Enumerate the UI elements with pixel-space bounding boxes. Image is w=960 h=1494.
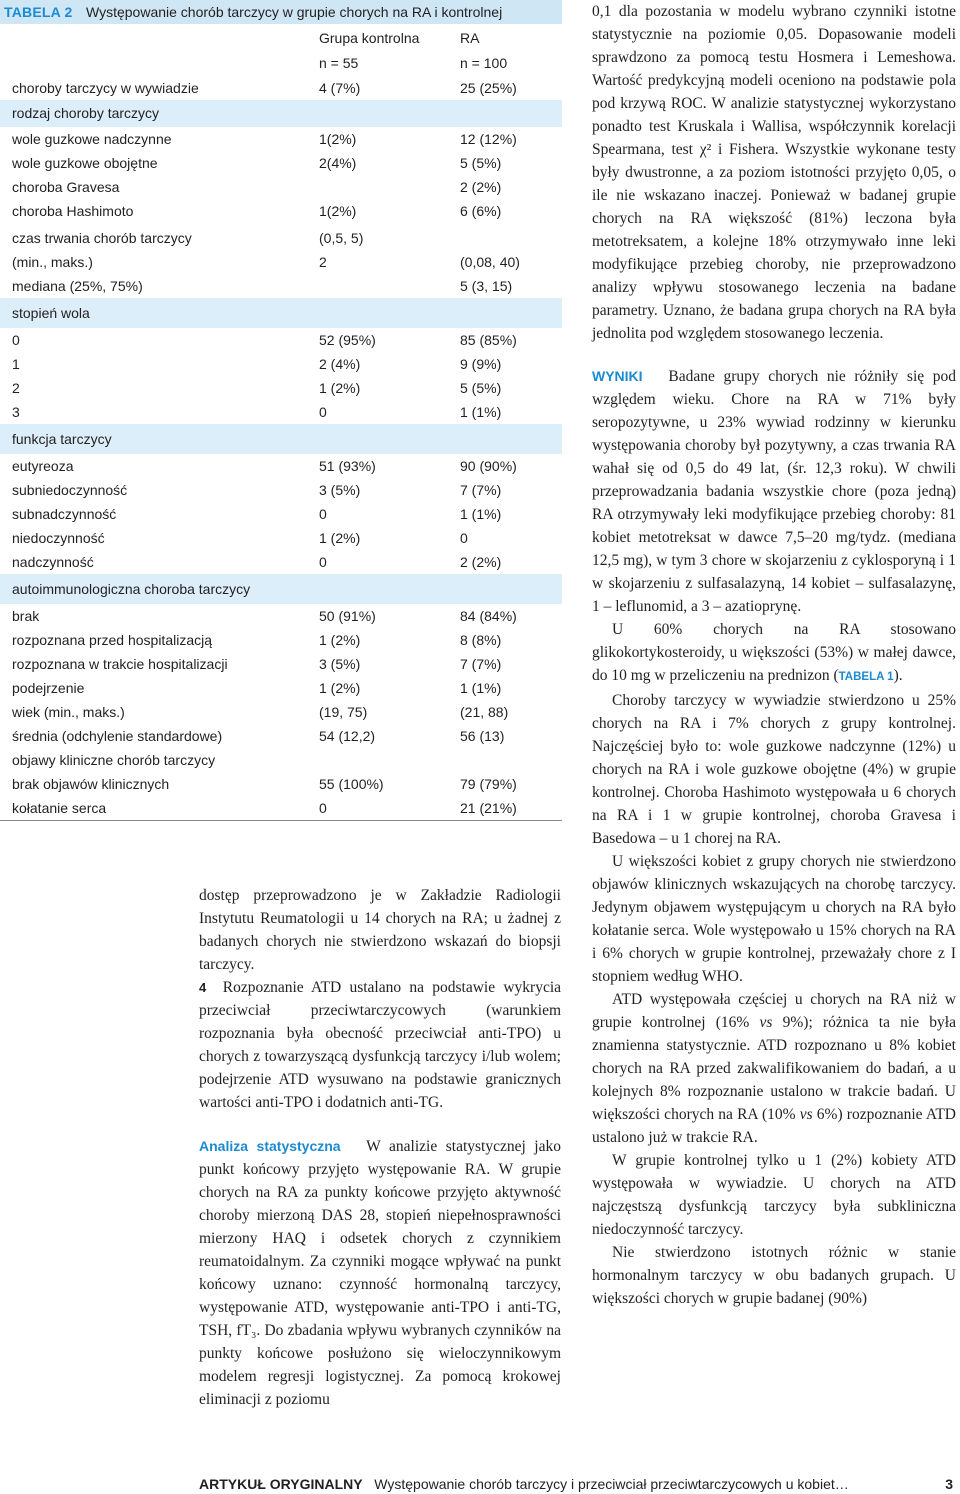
cell-control: 4 (7%)	[319, 80, 361, 96]
table-row	[0, 76, 562, 100]
row-label: choroba Gravesa	[12, 179, 120, 195]
cell-control: (0,5, 5)	[319, 230, 364, 246]
cell-ra: 7 (7%)	[460, 482, 502, 498]
cell-control: 1 (2%)	[319, 530, 361, 546]
row-label: rodzaj choroby tarczycy	[12, 105, 160, 121]
row-label: 1	[12, 356, 20, 372]
table-header	[0, 24, 562, 76]
right-paragraph-6	[592, 988, 956, 1149]
cell-control: 1 (2%)	[319, 632, 361, 648]
table-row	[0, 199, 562, 223]
table-caption	[0, 0, 562, 24]
footnote-4	[199, 976, 561, 1114]
footer-title: Występowanie chorób tarczycy i przeciwciał przeciwtarczycowych u kobiet…	[374, 1476, 849, 1492]
row-label: podejrzenie	[12, 680, 85, 696]
row-label: rozpoznana przed hospitalizacją	[12, 632, 213, 648]
cell-control: 0	[319, 554, 327, 570]
row-label: rozpoznana w trakcie hospitalizacji	[12, 656, 228, 672]
table-row	[0, 550, 562, 574]
cell-ra: 79 (79%)	[460, 776, 517, 792]
row-label: niedoczynność	[12, 530, 105, 546]
cell-control: 0	[319, 506, 327, 522]
table-row	[0, 628, 562, 652]
row-label: stopień wola	[12, 305, 90, 321]
row-label: 3	[12, 404, 20, 420]
page-footer	[199, 1474, 959, 1494]
cell-ra: 5 (5%)	[460, 155, 502, 171]
table-label: TABELA 2	[4, 4, 73, 20]
cell-control: 51 (93%)	[319, 458, 376, 474]
cell-ra: 84 (84%)	[460, 608, 517, 624]
p6-text-c: 6%) rozpoznanie ATD ustalono już w trakcie RA.	[592, 1106, 956, 1146]
cell-control: 0	[319, 404, 327, 420]
row-label: (min., maks.)	[12, 254, 93, 270]
p6-vs-2: vs	[799, 1106, 813, 1123]
row-label: 2	[12, 380, 20, 396]
table-row	[0, 604, 562, 628]
p6-vs: vs	[759, 1014, 773, 1031]
cell-ra: 8 (8%)	[460, 632, 502, 648]
right-paragraph-5: U większości kobiet z grupy chorych nie stwierdzono objawów klinicznych wskazujących na chorobę tarczycy. Jedynym objawem występującym u chorych na RA było kołatanie serca. Wole występowało u 15% chorych na RA i 6% chorych w grupie kontrolnej, przeważały chore z I stopniem według WHO.	[592, 853, 956, 985]
table-row	[0, 376, 562, 400]
table-bottom-rule	[0, 820, 562, 821]
cell-control: 2	[319, 254, 327, 270]
cell-control: 50 (91%)	[319, 608, 376, 624]
cell-ra: 21 (21%)	[460, 800, 517, 816]
row-label: wole guzkowe obojętne	[12, 155, 158, 171]
cell-control: 3 (5%)	[319, 656, 361, 672]
cell-ra: 5 (3, 15)	[460, 278, 513, 294]
table-row	[0, 175, 562, 199]
cell-control: 55 (100%)	[319, 776, 384, 792]
table-section-row	[0, 100, 562, 127]
cell-control: 1 (2%)	[319, 680, 361, 696]
row-label: objawy kliniczne chorób tarczycy	[12, 752, 216, 768]
row-label: mediana (25%, 75%)	[12, 278, 143, 294]
table-row	[0, 700, 562, 724]
table-row	[0, 748, 562, 772]
col-head-ra: RA	[460, 30, 480, 46]
right-column	[592, 0, 956, 1310]
table-row	[0, 226, 562, 250]
row-label: subniedoczynność	[12, 482, 128, 498]
right-paragraph-1: 0,1 dla pozostania w modelu wybrano czynniki istotne statystycznie na poziomie 0,05. Dopasowanie modeli sprawdzono za pomocą testu Hosmera i Lemeshowa. Wartość predykcyjną modeli oceniono na podstawie pola pod krzywą ROC. W analizie statystycznej wykorzystano ponadto test Kruskala i Wallisa, współczynnik korelacji Spearmana, test χ² i Fishera. Wszystkie wykonane testy były dwustronne, a za poziom istotności przyjęto 0,05, o ile nie wskazano inaczej. Ponieważ w badanej grupie chorych na RA większość (81%) leczona była metotreksatem, a kolejne 18% otrzymywało inne leki modyfikujące przebieg choroby, nie przeprowadzono analizy wpływu stosowanego leczenia na badane parametry. Uznano, że badana grupa chorych na RA była jednolita pod względem stosowanego leczenia.	[592, 3, 956, 342]
cell-ra: (21, 88)	[460, 704, 509, 720]
table-2	[0, 0, 562, 821]
table-row	[0, 127, 562, 151]
stat-paragraph	[199, 1135, 561, 1411]
cell-ra: 2 (2%)	[460, 554, 502, 570]
cell-ra: 85 (85%)	[460, 332, 517, 348]
cell-ra: 56 (13)	[460, 728, 505, 744]
table-row	[0, 478, 562, 502]
cell-ra: (0,08, 40)	[460, 254, 520, 270]
p6-text-b: 9%); różnica ta nie była znamienna statystycznie. ATD rozpoznano u 8% kobiet chorych na RA przed zakwalifikowaniem do badań, a u kolejnych 8% rozpoznanie ustalono w trakcie badań. U większości chorych na RA (10%	[592, 1014, 956, 1123]
cell-control: 54 (12,2)	[319, 728, 376, 744]
table-1-ref[interactable]: TABELA 1	[838, 671, 894, 683]
table-row	[0, 652, 562, 676]
cell-control: 3 (5%)	[319, 482, 361, 498]
table-row	[0, 274, 562, 298]
table-row	[0, 250, 562, 274]
page-number: 3	[945, 1476, 953, 1492]
row-label: 0	[12, 332, 20, 348]
footer-section: ARTYKUŁ ORYGINALNY	[199, 1476, 363, 1492]
methods-paragraph: dostęp przeprowadzono je w Zakładzie Radiologii Instytutu Reumatologii u 14 chorych na RA; u żadnej z badanych chorych nie stwierdzono wskazań do biopsji tarczycy.	[199, 887, 561, 973]
cell-control: 0	[319, 800, 327, 816]
row-label: funkcja tarczycy	[12, 431, 112, 447]
cell-control: 2(4%)	[319, 155, 357, 171]
table-row	[0, 724, 562, 748]
row-label: wiek (min., maks.)	[12, 704, 125, 720]
row-label: kołatanie serca	[12, 800, 107, 816]
cell-ra: 1 (1%)	[460, 506, 502, 522]
stat-text: W analizie statystycznej jako punkt końcowy przyjęto występowanie RA. W grupie chorych na RA za punkty końcowe przyjęto aktywność choroby mierzoną DAS 28, stopień niepełnosprawności mierzony HAQ i odsetek chorych z czynnikiem reumatoidalnym. Za czynniki mogące wpływać na punkt końcowy uznano: czynność hormonalną tarczycy, występowanie ATD, występowanie anti-TPO i anti-TG, TSH, fT₃. Do zbadania wpływu wybranych czynników na punkty końcowe posłużono się wieloczynnikowym modelem regresji logistycznej. Za pomocą krokowej eliminacji z poziomu	[199, 1138, 561, 1408]
table-row	[0, 352, 562, 376]
stat-heading: Analiza statystyczna	[199, 1138, 341, 1154]
right-paragraph-4: Choroby tarczycy w wywiadzie stwierdzono u 25% chorych na RA i 7% chorych z grupy kontrolnej. Najczęściej było to: wole guzkowe nadczynne (12%) u chorych na RA i wole guzkowe obojętne (4%) w grupie kontrolnej. Choroba Hashimoto występowała u 6 chorych na RA i 1 w grupie kontrolnej, choroba Gravesa i Basedowa – u 1 chorej na RA.	[592, 692, 956, 847]
cell-control: 2 (4%)	[319, 356, 361, 372]
cell-ra: 90 (90%)	[460, 458, 517, 474]
right-paragraph-3	[592, 618, 956, 689]
table-row	[0, 328, 562, 352]
row-label: autoimmunologiczna choroba tarczycy	[12, 581, 251, 597]
results-paragraph	[592, 365, 956, 618]
table-row	[0, 151, 562, 175]
table-section-row	[0, 574, 562, 604]
right-paragraph-8: Nie stwierdzono istotnych różnic w stanie hormonalnym tarczycy w obu badanych grupach. U większości chorych w grupie badanej (90%)	[592, 1244, 956, 1307]
table-title: Występowanie chorób tarczycy w grupie chorych na RA i kontrolnej	[86, 4, 503, 20]
cell-control: 52 (95%)	[319, 332, 376, 348]
table-row	[0, 796, 562, 820]
cell-ra: 9 (9%)	[460, 356, 502, 372]
table-row	[0, 454, 562, 478]
cell-control: 1(2%)	[319, 131, 357, 147]
col-head-control: Grupa kontrolna	[319, 30, 420, 46]
cell-ra: 5 (5%)	[460, 380, 502, 396]
cell-ra: 1 (1%)	[460, 404, 502, 420]
row-label: subnadczynność	[12, 506, 117, 522]
cell-control: 1(2%)	[319, 203, 357, 219]
row-label: eutyreoza	[12, 458, 74, 474]
cell-ra: 1 (1%)	[460, 680, 502, 696]
cell-ra: 2 (2%)	[460, 179, 502, 195]
table-row	[0, 400, 562, 424]
row-label: nadczynność	[12, 554, 94, 570]
table-row	[0, 526, 562, 550]
row-label: brak	[12, 608, 40, 624]
cell-ra: 12 (12%)	[460, 131, 517, 147]
cell-ra: 6 (6%)	[460, 203, 502, 219]
row-label: średnia (odchylenie standardowe)	[12, 728, 223, 744]
results-heading: WYNIKI	[592, 368, 643, 384]
row-label: choroby tarczycy w wywiadzie	[12, 80, 199, 96]
row-label: brak objawów klinicznych	[12, 776, 170, 792]
table-row	[0, 502, 562, 526]
col-n-control: n = 55	[319, 55, 359, 71]
row-label: czas trwania chorób tarczycy	[12, 230, 192, 246]
table-body	[0, 76, 562, 820]
col-n-ra: n = 100	[460, 55, 508, 71]
table-row	[0, 772, 562, 796]
footnote-text: Rozpoznanie ATD ustalano na podstawie wykrycia przeciwciał przeciwtarczycowych (warunkiem rozpoznania była obecność przeciwciał anti-TPO) u chorych z towarzyszącą dysfunkcją tarczycy i/lub wolem; podejrzenie ATD wysuwano na podstawie granicznych wartości anti-TPO i dodatnich anti-TG.	[199, 979, 562, 1111]
p3-text-b: ).	[893, 667, 903, 684]
table-row	[0, 676, 562, 700]
right-paragraph-7: W grupie kontrolnej tylko u 1 (2%) kobiety ATD występowała w wywiadzie. U chorych na ATD najczęstszą dysfunkcją tarczycy była subkliniczna niedoczynność tarczycy.	[592, 1152, 956, 1238]
cell-ra: 0	[460, 530, 468, 546]
cell-control: 1 (2%)	[319, 380, 361, 396]
cell-ra: 25 (25%)	[460, 80, 517, 96]
results-text: Badane grupy chorych nie różniły się pod względem wieku. Chore na RA w 71% były seropozytywne, u 23% wywiad rodzinny w kierunku występowania choroby był pozytywny, a czas trwania RA wahał się od 0,5 do 49 lat, (śr. 12,3 roku). W chwili przeprowadzania badania wszystkie chore (poza jedną) RA otrzymywały leki modyfikujące przebieg choroby: 81 kobiet metotreksat w dawce 7,5–20 mg/tydz. (mediana 12,5 mg), w tym 3 chore w skojarzeniu z cyklosporyną i 1 w skojarzeniu z sulfasalazyną, 14 kobiet – sulfasalazynę, 1 – leflunomid, a 3 – azatioprynę.	[592, 368, 956, 615]
row-label: choroba Hashimoto	[12, 203, 134, 219]
cell-control: (19, 75)	[319, 704, 368, 720]
middle-column	[199, 884, 561, 1411]
row-label: wole guzkowe nadczynne	[12, 131, 172, 147]
p6-text-a: ATD występowała częściej u chorych na RA niż w grupie kontrolnej (16%	[592, 991, 956, 1031]
footnote-number: 4	[199, 980, 207, 995]
cell-ra: 7 (7%)	[460, 656, 502, 672]
p3-text-a: U 60% chorych na RA stosowano glikokortykosteroidy, u większości (53%) w małej dawce, do 10 mg w przeliczeniu na prednizon (	[592, 621, 956, 684]
table-section-row	[0, 424, 562, 454]
table-section-row	[0, 298, 562, 328]
